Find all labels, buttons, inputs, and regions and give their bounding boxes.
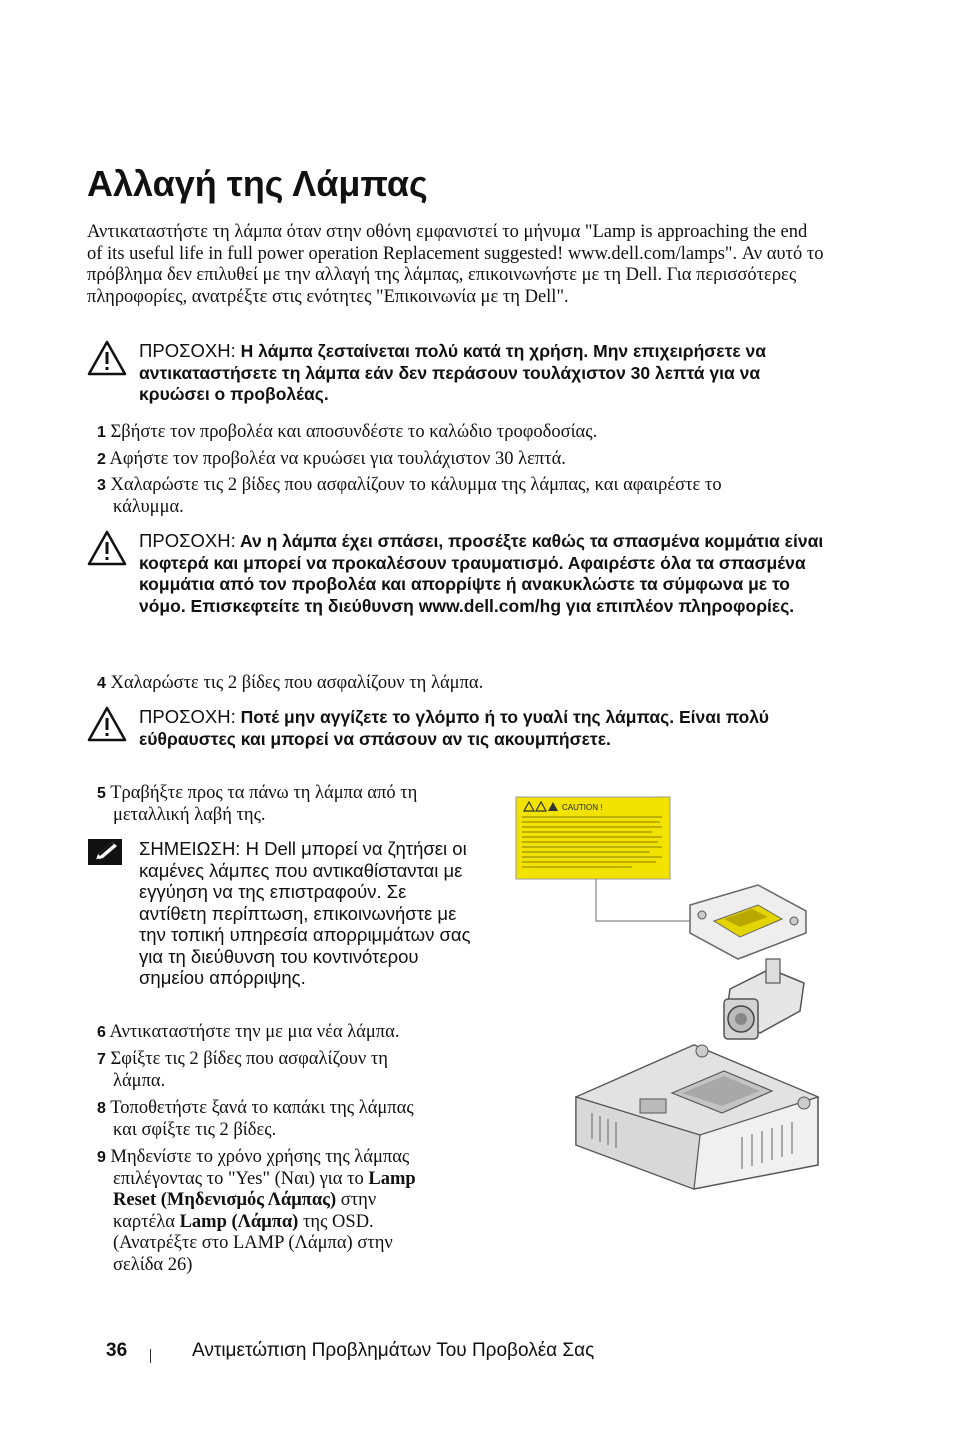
step-8: 8 Τοποθετήστε ξανά το καπάκι της λάμπας και σφίξτε τις 2 βίδες.	[97, 1098, 414, 1140]
lamp-module	[724, 959, 804, 1039]
step-6: 6 Αντικαταστήστε την με μια νέα λάμπα.	[97, 1022, 400, 1042]
caution-text: Ποτέ μην αγγίζετε το γλόμπο ή το γυαλί της λάμπας. Είναι πολύ εύθραυστες και μπορεί να σπάσουν αν τις ακουμπήσετε.	[139, 707, 769, 749]
note-text: Η Dell μπορεί να ζητήσει οι καμένες λάμπες που αντικαθίστανται με εγγύηση να της επιστραφούν. Σε αντίθετη περίπτωση, επικοινωνήστε με την τοπική υπηρεσία απορριμμάτων σας για τη διεύθυνση του κοντινότερου σημείου απόρριψης.	[139, 838, 471, 988]
step-5: 5 Τραβήξτε προς τα πάνω τη λάμπα από τη μεταλλική λαβή της.	[97, 783, 418, 825]
step-3: 3 Χαλαρώστε τις 2 βίδες που ασφαλίζουν το κάλυμμα της λάμπας, και αφαιρέστε το κάλυμμα.	[97, 475, 722, 517]
caution-block	[87, 340, 832, 406]
step-1: 1 Σβήστε τον προβολέα και αποσυνδέστε το καλώδιο τροφοδοσίας.	[97, 422, 598, 442]
caution-icon	[87, 340, 127, 376]
caution-text: Αν η λάμπα έχει σπάσει, προσέξτε καθώς τα σπασμένα κομμάτια είναι κοφτερά και μπορεί να προκαλέσουν τραυματισμό. Αφαιρέστε όλα τα σπασμένα κομμάτια από τον προβολέα και απορρίψτε ή ανακυκλώστε τα σύμφωνα με το νόμο. Επισκεφτείτε τη διεύθυνση www.dell.com/hg για επιπλέον πληροφορίες.	[139, 531, 824, 616]
step-9: 9 Μηδενίστε το χρόνο χρήσης της λάμπας επιλέγοντας το "Yes" (Ναι) για το Lamp Reset (Μηδενισμός Λάμπας) στην καρτέλα Lamp (Λάμπα) της OSD. (Ανατρέξτε στο LAMP (Λάμπα) στην σελίδα 26)	[97, 1147, 416, 1275]
caution-label: ΠΡΟΣΟΧΗ:	[139, 530, 236, 551]
caution-icon	[87, 706, 127, 742]
footer-divider	[150, 1349, 151, 1363]
lamp-cover	[690, 885, 806, 959]
caution-label: ΠΡΟΣΟΧΗ:	[139, 340, 236, 361]
intro-paragraph: Αντικαταστήστε τη λάμπα όταν στην οθόνη εμφανιστεί το μήνυμα "Lamp is approaching the end of its useful life in full power operation Replacement suggested! www.dell.com/lamps". Αν αυτό το πρόβλημα δεν επιλυθεί με την αλλαγή της λάμπας, επικοινωνήστε με τη Dell. Για περισσότερες πληροφορίες, ανατρέξτε στις ενότητες "Επικοινωνία με τη Dell".	[87, 222, 824, 307]
caution-label-sticker	[516, 797, 670, 879]
caution-label: ΠΡΟΣΟΧΗ:	[139, 706, 236, 727]
page-number: 36	[106, 1340, 128, 1361]
caution-sticker-title: CAUTION !	[562, 803, 603, 812]
step-2: 2 Αφήστε τον προβολέα να κρυώσει για τουλάχιστον 30 λεπτά.	[97, 449, 566, 469]
projector-body	[576, 1045, 818, 1189]
step-7: 7 Σφίξτε τις 2 βίδες που ασφαλίζουν τη λάμπα.	[97, 1049, 388, 1091]
step-4: 4 Χαλαρώστε τις 2 βίδες που ασφαλίζουν τη λάμπα.	[97, 673, 484, 693]
note-icon	[87, 838, 123, 866]
caution-text: Η λάμπα ζεσταίνεται πολύ κατά τη χρήση. Μην επιχειρήσετε να αντικαταστήσετε τη λάμπα εάν δεν περάσουν τουλάχιστον 30 λεπτά για να κρυώσει ο προβολέας.	[139, 341, 767, 404]
note-block	[87, 838, 477, 989]
page-title: Αλλαγή της Λάμπας	[87, 163, 428, 204]
note-label: ΣΗΜΕΙΩΣΗ:	[139, 838, 241, 859]
caution-icon	[87, 530, 127, 566]
caution-block	[87, 706, 832, 750]
caution-block	[87, 530, 832, 617]
footer-section-title: Αντιμετώπιση Προβλημάτων Του Προβολέα Σας	[192, 1340, 595, 1361]
lamp-replacement-illustration	[512, 793, 832, 1193]
